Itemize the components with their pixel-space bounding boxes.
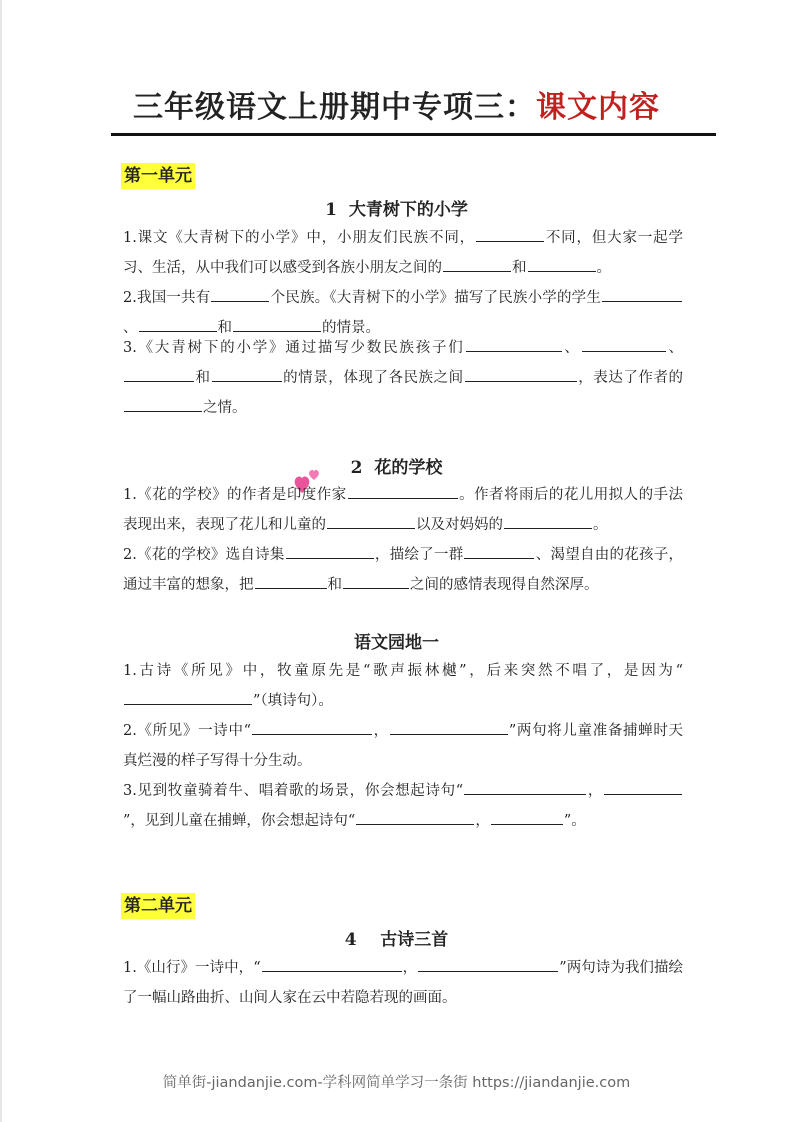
page-title xyxy=(0,82,793,126)
answer-blank[interactable] xyxy=(390,733,508,735)
answer-blank[interactable] xyxy=(528,270,596,272)
title-main: 三年级语文上册期中专项三： xyxy=(133,90,536,125)
answer-blank[interactable] xyxy=(124,380,194,382)
answer-blank[interactable] xyxy=(604,793,682,795)
answer-blank[interactable] xyxy=(286,557,374,559)
answer-blank[interactable] xyxy=(491,823,563,825)
lesson-title-1: 1 大青树下的小学 xyxy=(325,200,468,220)
question-l1-q2: 2.我国一共有 个民族。《大青树下的小学》描写了民族小学的学生、 和 的情景。 xyxy=(123,283,683,343)
answer-blank[interactable] xyxy=(233,330,321,332)
lesson-title-garden: 语文园地一 xyxy=(354,633,439,653)
question-l2-q1: 1.《花的学校》的作者是印度作家 。作者将雨后的花儿用拟人的手法表现出来，表现了花儿和儿童的 以及对妈妈的 。 xyxy=(123,487,683,533)
answer-blank[interactable] xyxy=(418,970,558,972)
answer-blank[interactable] xyxy=(464,793,586,795)
question-garden-q3: 3.见到牧童骑着牛、唱着歌的场景，你会想起诗句“ ，”，见到儿童在捕蝉，你会想起诗句“ ， ”。 xyxy=(123,776,683,836)
answer-blank[interactable] xyxy=(124,410,202,412)
answer-blank[interactable] xyxy=(212,380,282,382)
footer-watermark: 简单街-jiandanjie.com-学科网简单学习一条街 https://jiandanjie.com xyxy=(162,1075,631,1091)
question-l1-q3: 3.《大青树下的小学》通过描写少数民族孩子们 、 、和 的情景，体现了各民族之间 ，表达了作者的之情。 xyxy=(123,340,684,416)
title-underline xyxy=(111,133,716,136)
question-l1-q1: 1.课文《大青树下的小学》中，小朋友们民族不同， 不同，但大家一起学习、生活，从中我们可以感受到各族小朋友之间的 和 。 xyxy=(123,230,683,276)
answer-blank[interactable] xyxy=(476,240,544,242)
lesson-title-2: 2 花的学校 xyxy=(350,458,443,478)
unit-label-2: 第二单元 xyxy=(121,893,195,919)
answer-blank[interactable] xyxy=(124,703,252,705)
question-garden-q2: 2.《所见》一诗中“ ， ”两句将儿童准备捕蝉时天真烂漫的样子写得十分生动。 xyxy=(123,723,683,769)
lesson-title-4: 4 古诗三首 xyxy=(344,930,449,950)
page-edge xyxy=(0,0,2,1122)
answer-blank[interactable] xyxy=(139,330,217,332)
answer-blank[interactable] xyxy=(262,970,402,972)
answer-blank[interactable] xyxy=(602,300,682,302)
title-highlight: 课文内容 xyxy=(536,90,660,125)
answer-blank[interactable] xyxy=(466,350,562,352)
answer-blank[interactable] xyxy=(504,527,592,529)
question-l2-q2: 2.《花的学校》选自诗集 ，描绘了一群 、渴望自由的花孩子，通过丰富的想象，把 和 之间的感情表现得自然深厚。 xyxy=(123,547,684,593)
question-l4-q1: 1.《山行》一诗中，“ ， ”两句诗为我们描绘了一幅山路曲折、山间人家在云中若隐若现的画面。 xyxy=(123,960,683,1006)
answer-blank[interactable] xyxy=(343,587,409,589)
unit-label-1: 第一单元 xyxy=(121,163,195,189)
answer-blank[interactable] xyxy=(465,380,577,382)
question-garden-q1: 1.古诗《所见》中，牧童原先是“歌声振林樾”，后来突然不唱了，是因为“”（填诗句）。 xyxy=(123,663,683,709)
answer-blank[interactable] xyxy=(211,300,269,302)
answer-blank[interactable] xyxy=(327,527,415,529)
answer-blank[interactable] xyxy=(582,350,666,352)
answer-blank[interactable] xyxy=(356,823,474,825)
answer-blank[interactable] xyxy=(252,733,372,735)
answer-blank[interactable] xyxy=(255,587,327,589)
answer-blank[interactable] xyxy=(443,270,511,272)
answer-blank[interactable] xyxy=(464,557,534,559)
answer-blank[interactable] xyxy=(348,497,458,499)
